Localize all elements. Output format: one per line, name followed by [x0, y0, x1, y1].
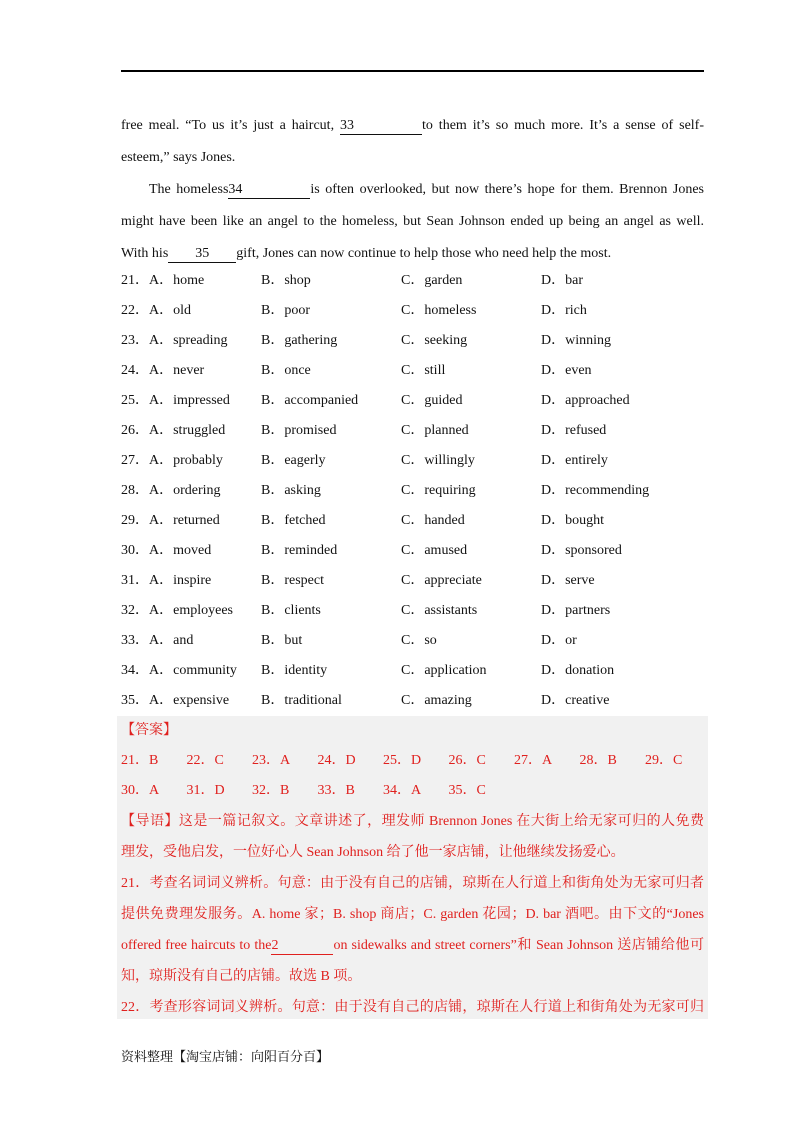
question-row	[121, 386, 704, 416]
option-c: C．homeless	[401, 303, 477, 318]
explanation-line: 22．考查形容词词义辨析。句意：由于没有自己的店铺，琼斯在人行道上和街角处为无家可归	[121, 1000, 704, 1015]
answer-row	[121, 746, 704, 776]
answer-item: 30．A	[121, 783, 160, 798]
option-c: C．guided	[401, 393, 463, 408]
option-d: D．approached	[541, 393, 630, 408]
option-c: C．garden	[401, 273, 463, 288]
answer-row	[121, 776, 704, 806]
option-a: 33．A．and	[121, 633, 194, 648]
question-options	[121, 266, 704, 716]
question-row	[121, 266, 704, 296]
answer-item: 23．A	[252, 753, 291, 768]
explanation-line	[121, 930, 704, 961]
explanation-line: 【导语】这是一篇记叙文。文章讲述了，理发师 Brennon Jones 在大街上给无家可归的人免费	[121, 814, 704, 829]
passage-line	[121, 206, 704, 238]
option-c: C．handed	[401, 513, 465, 528]
option-c: C．so	[401, 633, 437, 648]
option-b: B．accompanied	[261, 393, 359, 408]
option-c: C．seeking	[401, 333, 468, 348]
option-b: B．eagerly	[261, 453, 326, 468]
option-d: D．entirely	[541, 453, 608, 468]
passage	[121, 110, 704, 270]
option-d: D．or	[541, 633, 577, 648]
option-a: 22．A．old	[121, 303, 191, 318]
passage-line	[121, 110, 704, 142]
option-a: 31．A．inspire	[121, 573, 212, 588]
answer-section	[117, 716, 708, 1019]
option-c: C．still	[401, 363, 446, 378]
answer-item: 27．A	[514, 753, 553, 768]
option-a: 23．A．spreading	[121, 333, 228, 348]
explanation-line: 提供免费理发服务。A. home 家；B. shop 商店；C. garden 花园；D. bar 酒吧。由下文的“Jones	[121, 907, 704, 922]
option-a: 21．A．home	[121, 273, 205, 288]
option-c: C．willingly	[401, 453, 475, 468]
question-row	[121, 506, 704, 536]
option-b: B．identity	[261, 663, 328, 678]
blank-34: 34	[228, 182, 310, 199]
answer-item: 21．B	[121, 753, 159, 768]
question-row	[121, 296, 704, 326]
answer-item: 32．B	[252, 783, 290, 798]
option-a: 24．A．never	[121, 363, 205, 378]
question-row	[121, 566, 704, 596]
answer-item: 34．A	[383, 783, 422, 798]
explanation	[121, 806, 704, 1023]
answer-item: 24．D	[317, 753, 356, 768]
blank-2: 2	[271, 938, 333, 955]
passage-text: is often overlooked, but now there’s hope for them. Brennon Jones	[310, 182, 704, 197]
option-b: B．poor	[261, 303, 310, 318]
question-row	[121, 416, 704, 446]
option-c: C．assistants	[401, 603, 478, 618]
option-c: C．requiring	[401, 483, 476, 498]
passage-text: The homeless	[149, 182, 229, 197]
explanation-text: offered free haircuts to the	[121, 938, 272, 953]
option-a: 28．A．ordering	[121, 483, 221, 498]
explanation-line: 知，琼斯没有自己的店铺。故选 B 项。	[121, 969, 362, 984]
question-row	[121, 536, 704, 566]
passage-text: might have been like an angel to the homeless, but Sean Johnson ended up being an angel as well.	[121, 214, 704, 229]
answer-item: 25．D	[383, 753, 422, 768]
option-b: B．clients	[261, 603, 321, 618]
option-a: 27．A．probably	[121, 453, 223, 468]
blank-33: 33	[340, 118, 422, 135]
option-c: C．appreciate	[401, 573, 482, 588]
option-b: B．respect	[261, 573, 324, 588]
question-row	[121, 596, 704, 626]
explanation-text: on sidewalks and street corners”和 Sean Johnson 送店铺给他可	[333, 938, 704, 953]
option-a: 32．A．employees	[121, 603, 233, 618]
option-b: B．fetched	[261, 513, 326, 528]
option-c: C．amazing	[401, 693, 472, 708]
question-row	[121, 326, 704, 356]
option-b: B．shop	[261, 273, 311, 288]
passage-text: gift, Jones can now continue to help those who need help the most.	[236, 246, 612, 261]
option-c: C．application	[401, 663, 487, 678]
answer-item: 33．B	[317, 783, 355, 798]
passage-line	[121, 174, 704, 206]
answer-item: 35．C	[448, 783, 486, 798]
answer-item: 26．C	[448, 753, 486, 768]
option-b: B．asking	[261, 483, 321, 498]
option-a: 29．A．returned	[121, 513, 220, 528]
question-row	[121, 446, 704, 476]
option-a: 25．A．impressed	[121, 393, 230, 408]
option-b: B．but	[261, 633, 303, 648]
question-row	[121, 656, 704, 686]
explanation-line: 理发，受他启发，一位好心人 Sean Johnson 给了他一家店铺，让他继续发扬爱心。	[121, 845, 625, 860]
answer-item: 31．D	[186, 783, 225, 798]
footer-note: 资料整理【淘宝店铺：向阳百分百】	[121, 1049, 330, 1064]
option-d: D．recommending	[541, 483, 650, 498]
option-d: D．partners	[541, 603, 611, 618]
blank-35: 35	[168, 246, 236, 263]
answer-item: 29．C	[645, 753, 683, 768]
answer-heading: 【答案】	[121, 723, 177, 738]
passage-text: to them it’s so much more. It’s a sense of self-	[422, 118, 704, 133]
option-b: B．traditional	[261, 693, 342, 708]
option-a: 30．A．moved	[121, 543, 212, 558]
question-row	[121, 476, 704, 506]
option-c: C．planned	[401, 423, 469, 438]
option-d: D．rich	[541, 303, 587, 318]
option-d: D．sponsored	[541, 543, 622, 558]
option-a: 35．A．expensive	[121, 693, 230, 708]
option-d: D．serve	[541, 573, 595, 588]
question-row	[121, 626, 704, 656]
option-d: D．bought	[541, 513, 604, 528]
answer-item: 22．C	[186, 753, 224, 768]
option-d: D．creative	[541, 693, 610, 708]
passage-text: free meal. “To us it’s just a haircut,	[121, 118, 335, 133]
option-d: D．refused	[541, 423, 607, 438]
explanation-line: 21．考查名词词义辨析。句意：由于没有自己的店铺，琼斯在人行道上和街角处为无家可归者	[121, 876, 704, 891]
passage-text: With his	[121, 246, 169, 261]
passage-text: esteem,” says Jones.	[121, 150, 236, 165]
question-row	[121, 356, 704, 386]
question-row	[121, 686, 704, 716]
option-d: D．winning	[541, 333, 611, 348]
option-a: 34．A．community	[121, 663, 237, 678]
option-a: 26．A．struggled	[121, 423, 226, 438]
header-rule	[121, 70, 704, 72]
passage-line	[121, 142, 704, 174]
option-d: D．bar	[541, 273, 583, 288]
option-b: B．reminded	[261, 543, 338, 558]
option-b: B．once	[261, 363, 311, 378]
option-c: C．amused	[401, 543, 468, 558]
option-b: B．promised	[261, 423, 337, 438]
option-d: D．even	[541, 363, 592, 378]
option-d: D．donation	[541, 663, 615, 678]
option-b: B．gathering	[261, 333, 338, 348]
answer-item: 28．B	[579, 753, 617, 768]
